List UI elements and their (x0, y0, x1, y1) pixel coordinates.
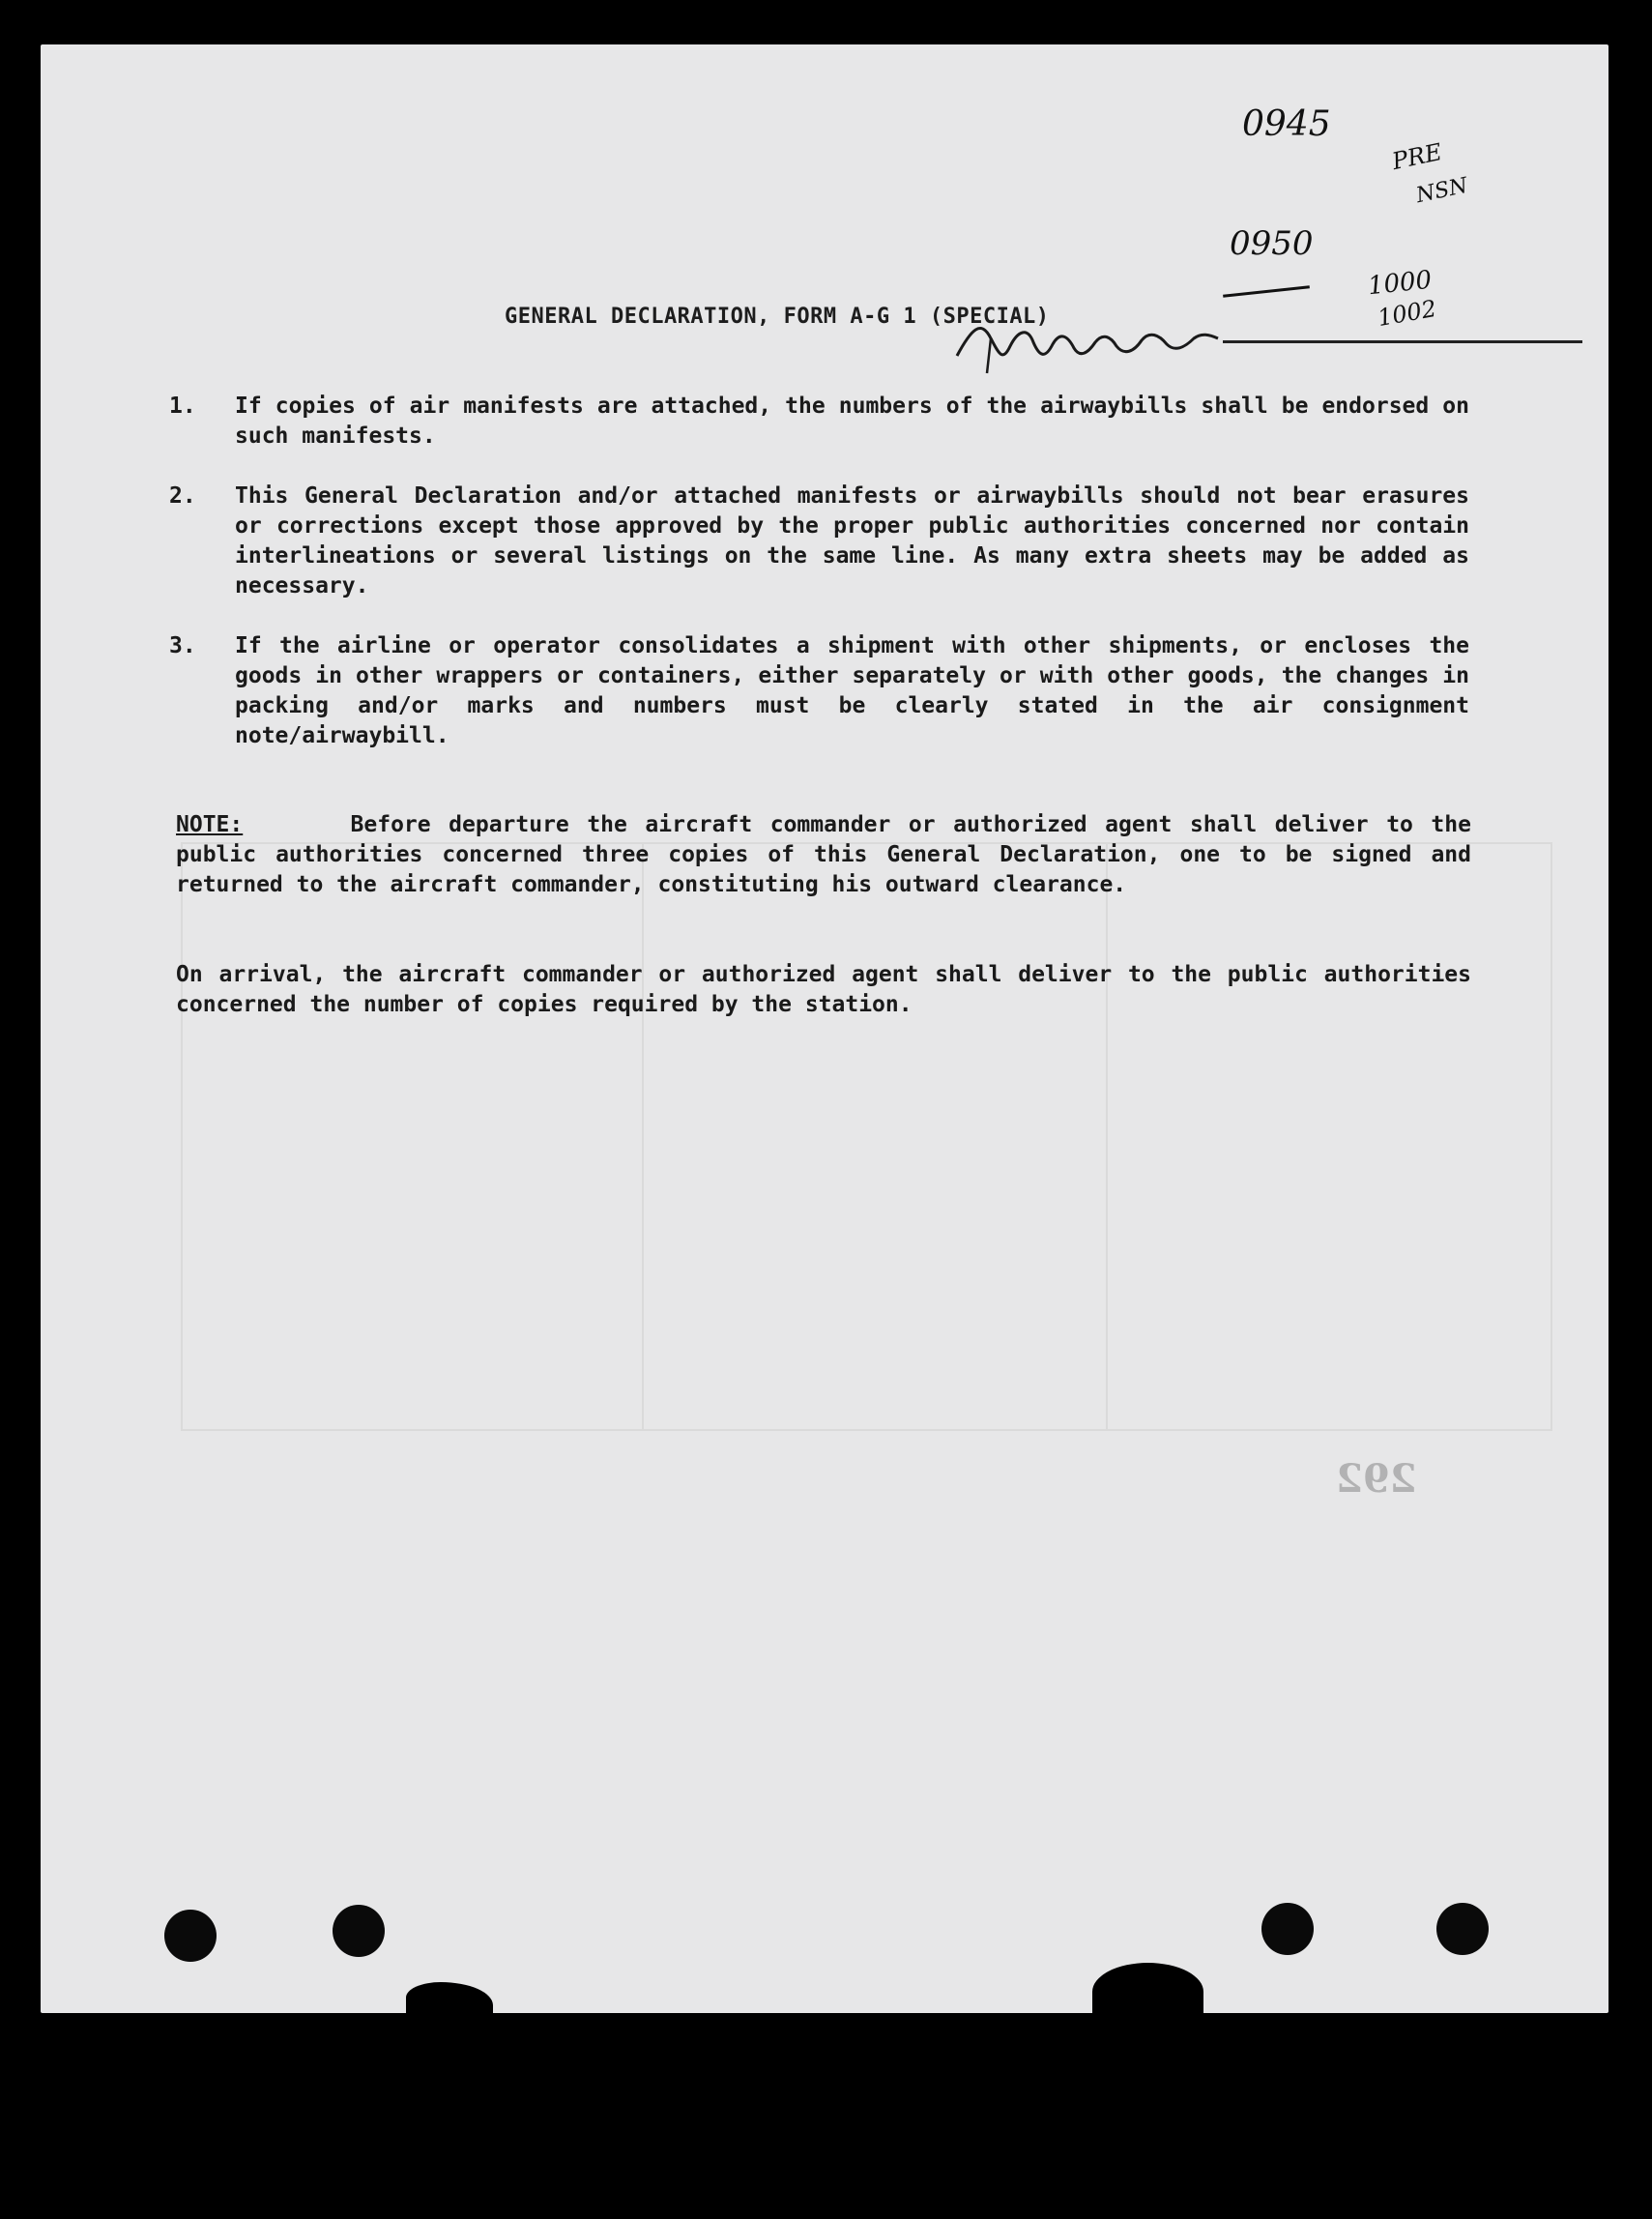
note-paragraph (176, 810, 1471, 900)
list-item (169, 392, 1469, 452)
list-item (169, 482, 1469, 601)
note-text: Before departure the aircraft commander or authorized agent shall deliver to the public authorities concerned three copies of this General Declaration, one to be signed and returned to the aircraft commander, constituting his outward clearance. (176, 812, 1471, 897)
punch-hole (1436, 1903, 1489, 1955)
note-label: NOTE: (176, 812, 244, 837)
item-text: If the airline or operator consolidates a shipment with other shipments, or encloses the goods in other wrappers or containers, either separately or with other goods, the changes in packing and/or marks and numbers must be clearly stated in the air consignment note/airwaybill. (235, 633, 1469, 748)
document-title: GENERAL DECLARATION, FORM A-G 1 (SPECIAL) (505, 305, 1050, 329)
handwritten-note-pre: PRE (1389, 137, 1445, 176)
punch-hole (1261, 1903, 1314, 1955)
torn-edge (1092, 1963, 1203, 2021)
item-text: This General Declaration and/or attached manifests or airwaybills should not bear erasures or corrections except those approved by the proper public authorities concerned nor contain interlineations or several listings on the same line. As many extra sheets may be added as necessary. (235, 483, 1469, 599)
item-number: 1. (169, 394, 196, 419)
signature-underline (1223, 340, 1582, 343)
arrival-paragraph: On arrival, the aircraft commander or authorized agent shall deliver to the public authorities concerned the number of copies required by the station. (176, 962, 1471, 1017)
signature (952, 309, 1223, 377)
bleed-through-table (181, 842, 1552, 1431)
handwritten-time-3: 1000 (1366, 265, 1434, 302)
punch-hole (164, 1910, 217, 1962)
handwritten-time-2: 0950 (1230, 224, 1314, 263)
bleed-through-number: 292 (1336, 1456, 1417, 1502)
punch-hole (333, 1905, 385, 1957)
list-item (169, 631, 1469, 751)
handwritten-time-4: 1002 (1376, 294, 1439, 333)
item-number: 3. (169, 633, 196, 658)
item-number: 2. (169, 483, 196, 509)
handwritten-time-1: 0945 (1242, 104, 1331, 144)
item-text: If copies of air manifests are attached, the numbers of the airwaybills shall be endorsed on such manifests. (235, 394, 1469, 449)
instruction-list (169, 392, 1469, 781)
handwritten-note-nsn: NSN (1413, 173, 1470, 209)
